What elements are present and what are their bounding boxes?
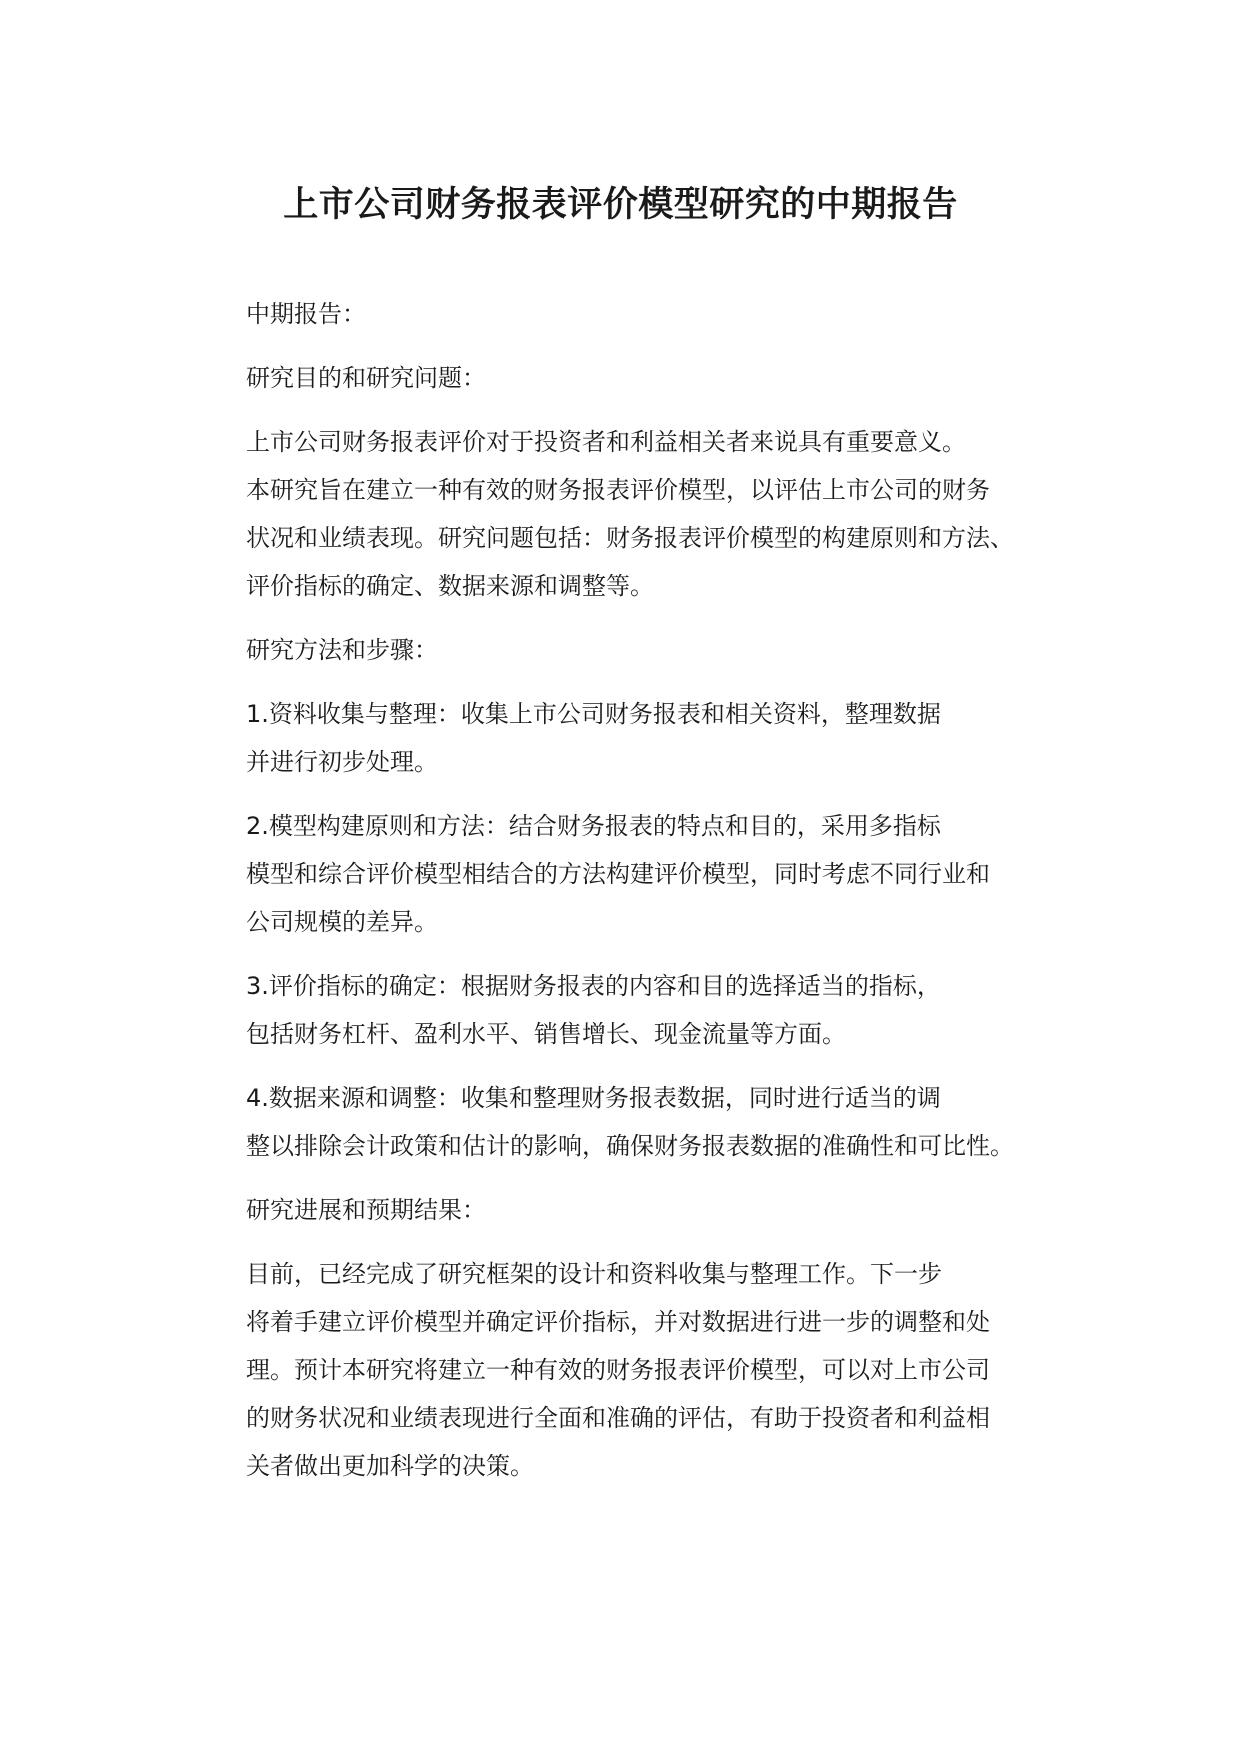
text-line: 1.资料收集与整理：收集上市公司财务报表和相关资料，整理数据 <box>246 700 941 728</box>
text-line: 公司规模的差异。 <box>246 908 438 936</box>
document-title: 上市公司财务报表评价模型研究的中期报告 <box>283 185 958 225</box>
paragraph-step-4 <box>188 1074 1078 1170</box>
text-line: 上市公司财务报表评价对于投资者和利益相关者来说具有重要意义。 <box>246 428 966 456</box>
paragraph-interim-report-heading <box>188 290 1078 338</box>
text-line: 本研究旨在建立一种有效的财务报表评价模型，以评估上市公司的财务 <box>246 476 990 504</box>
text-line: 模型和综合评价模型相结合的方法构建评价模型，同时考虑不同行业和 <box>246 860 990 888</box>
text-line: 理。预计本研究将建立一种有效的财务报表评价模型，可以对上市公司 <box>246 1356 990 1384</box>
text-line: 3.评价指标的确定：根据财务报表的内容和目的选择适当的指标， <box>246 972 941 1000</box>
paragraph-method-heading <box>188 626 1078 674</box>
paragraph-purpose-body <box>188 418 1078 610</box>
text-line: 并进行初步处理。 <box>246 748 438 776</box>
text-line: 研究目的和研究问题： <box>246 364 486 392</box>
text-line: 包括财务杠杆、盈利水平、销售增长、现金流量等方面。 <box>246 1020 846 1048</box>
text-line: 研究进展和预期结果： <box>246 1196 486 1224</box>
text-line: 目前，已经完成了研究框架的设计和资料收集与整理工作。下一步 <box>246 1260 942 1288</box>
paragraph-progress-heading <box>188 1186 1078 1234</box>
paragraph-step-3 <box>188 962 1078 1058</box>
paragraph-progress-body <box>188 1250 1078 1490</box>
text-line: 的财务状况和业绩表现进行全面和准确的评估，有助于投资者和利益相 <box>246 1404 990 1432</box>
text-line: 中期报告： <box>246 300 366 328</box>
document-body <box>188 290 1078 1506</box>
text-line: 2.模型构建原则和方法：结合财务报表的特点和目的，采用多指标 <box>246 812 941 840</box>
text-line: 4.数据来源和调整：收集和整理财务报表数据，同时进行适当的调 <box>246 1084 941 1112</box>
text-line: 状况和业绩表现。研究问题包括：财务报表评价模型的构建原则和方法、 <box>246 524 1014 552</box>
paragraph-purpose-heading <box>188 354 1078 402</box>
paragraph-step-2 <box>188 802 1078 946</box>
text-line: 研究方法和步骤： <box>246 636 438 664</box>
text-line: 整以排除会计政策和估计的影响，确保财务报表数据的准确性和可比性。 <box>246 1132 1014 1160</box>
text-line: 评价指标的确定、数据来源和调整等。 <box>246 572 654 600</box>
paragraph-step-1 <box>188 690 1078 786</box>
text-line: 关者做出更加科学的决策。 <box>246 1452 534 1480</box>
text-line: 将着手建立评价模型并确定评价指标，并对数据进行进一步的调整和处 <box>246 1308 990 1336</box>
